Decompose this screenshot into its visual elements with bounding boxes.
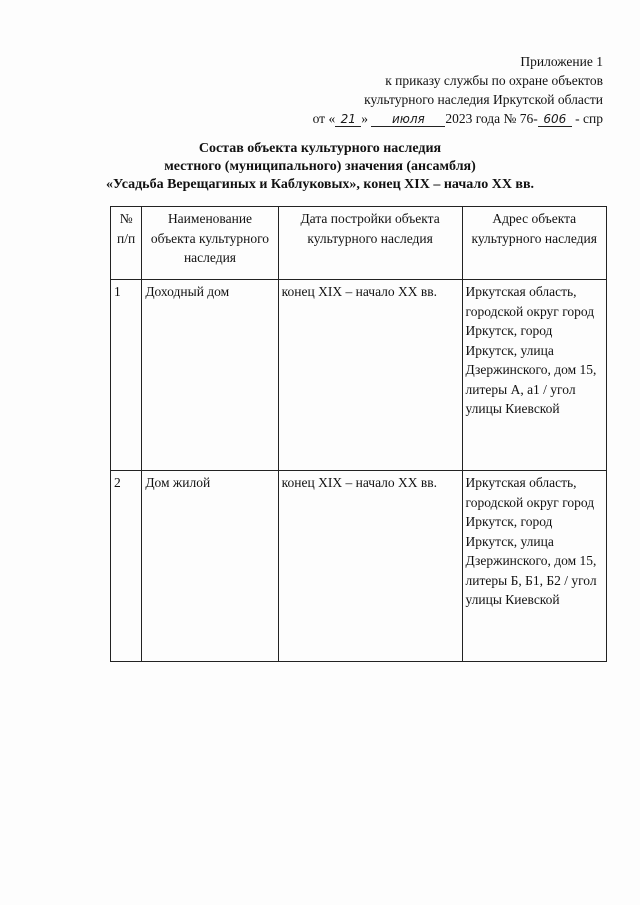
row-date: конец XIX – начало XX вв. xyxy=(278,280,462,471)
date-prefix: от « xyxy=(312,111,336,126)
title-line-3: «Усадьба Верещагиных и Каблуковых», конец XIX – начало XX вв. xyxy=(105,177,535,192)
year-text: 2023 года № 76- xyxy=(445,111,538,126)
handwritten-month: июля xyxy=(371,112,445,127)
title-line-2: местного (муниципального) значения (ансамбля) xyxy=(164,159,476,174)
row-date: конец XIX – начало XX вв. xyxy=(278,471,462,662)
title-line-1: Состав объекта культурного наследия xyxy=(198,141,442,156)
annex-order-line: к приказу службы по охране объектов xyxy=(385,73,603,88)
header-number: № п/п xyxy=(111,207,142,280)
row-name: Доходный дом xyxy=(142,280,278,471)
table-header-row xyxy=(111,207,607,280)
annex-title: Приложение 1 xyxy=(520,54,603,69)
header-date: Дата постройки объекта культурного наследия xyxy=(278,207,462,280)
row-number: 1 xyxy=(111,280,142,471)
row-name: Дом жилой xyxy=(142,471,278,662)
handwritten-order-number: 606 xyxy=(538,112,572,127)
annex-date-line xyxy=(313,109,603,128)
document-title xyxy=(0,140,640,194)
table-row xyxy=(111,471,607,662)
header-address: Адрес объекта культурного наследия xyxy=(462,207,606,280)
row-number: 2 xyxy=(111,471,142,662)
table-row xyxy=(111,280,607,471)
date-mid: » xyxy=(361,111,368,126)
annex-agency-line: культурного наследия Иркутской области xyxy=(364,92,603,107)
handwritten-day: 21 xyxy=(335,112,361,127)
header-name: Наименование объекта культурного наследия xyxy=(142,207,278,280)
annex-header xyxy=(313,52,603,128)
order-suffix: - спр xyxy=(575,111,603,126)
row-address: Иркутская область, городской округ город Иркутск, город Иркутск, улица Дзержинского, дом 15, литеры Б, Б1, Б2 / угол улицы Киевской xyxy=(462,471,606,662)
heritage-table xyxy=(110,206,607,662)
row-address: Иркутская область, городской округ город Иркутск, город Иркутск, улица Дзержинского, дом 15, литеры А, а1 / угол улицы Киевской xyxy=(462,280,606,471)
